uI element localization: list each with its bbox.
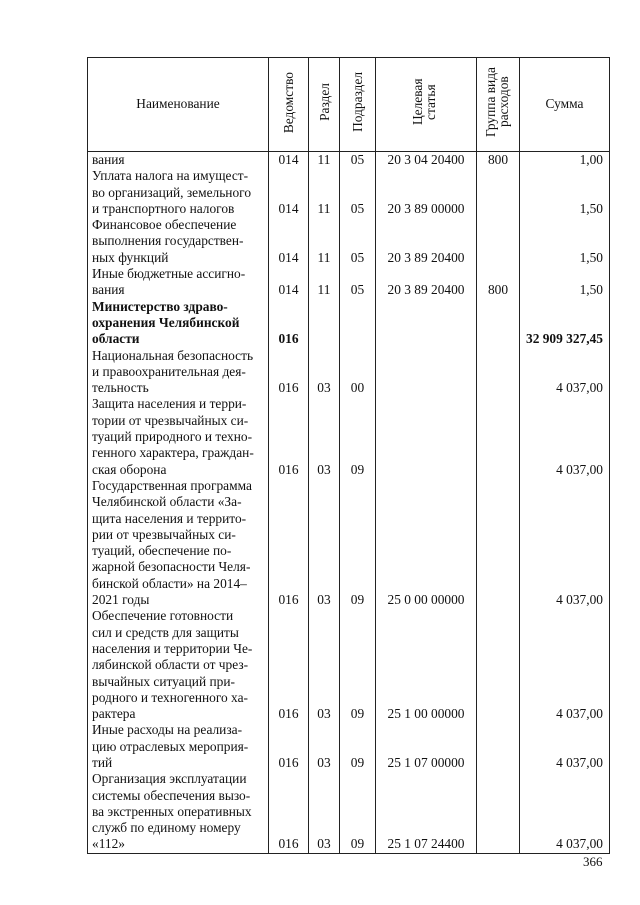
row-celevaya bbox=[376, 396, 477, 477]
row-name-line: и транспортного налогов bbox=[92, 200, 235, 216]
row-name-line: 2021 годы bbox=[92, 592, 150, 608]
table-row bbox=[88, 771, 610, 853]
row-vedomstvo: 014 bbox=[269, 266, 309, 299]
table-row bbox=[88, 299, 610, 348]
row-summa: 1,00 bbox=[520, 152, 610, 169]
row-name bbox=[88, 299, 269, 348]
row-gruppa bbox=[477, 478, 520, 608]
row-razdel: 03 bbox=[309, 722, 340, 771]
row-summa: 4 037,00 bbox=[520, 608, 610, 722]
row-name-line: туаций природного и техно- bbox=[92, 429, 253, 445]
row-gruppa: 800 bbox=[477, 152, 520, 169]
row-name-line: щита населения и террито- bbox=[92, 510, 247, 526]
row-name-line: Иные расходы на реализа- bbox=[92, 722, 243, 738]
row-name bbox=[88, 152, 269, 169]
row-name-line: области bbox=[92, 331, 140, 347]
row-celevaya: 25 1 07 24400 bbox=[376, 771, 477, 853]
header-razdel: Раздел bbox=[309, 58, 340, 152]
row-razdel: 11 bbox=[309, 168, 340, 217]
row-name bbox=[88, 266, 269, 299]
row-razdel: 03 bbox=[309, 608, 340, 722]
row-name-line: вания bbox=[92, 152, 125, 167]
row-celevaya: 25 1 00 00000 bbox=[376, 608, 477, 722]
header-name: Наименование bbox=[88, 58, 269, 152]
row-podrazdel bbox=[340, 299, 376, 348]
budget-table bbox=[87, 57, 610, 854]
row-razdel: 11 bbox=[309, 152, 340, 169]
row-name-line: населения и территории Че- bbox=[92, 640, 253, 656]
row-name-line: Челябинской области «За- bbox=[92, 494, 242, 510]
row-celevaya: 25 0 00 00000 bbox=[376, 478, 477, 608]
header-vedomstvo: Ведомство bbox=[269, 58, 309, 152]
row-name-line: жарной безопасности Челя- bbox=[92, 559, 251, 575]
table-row bbox=[88, 722, 610, 771]
header-celevaya: Целевая статья bbox=[376, 58, 477, 152]
row-name-line: тельность bbox=[92, 380, 149, 396]
table-row bbox=[88, 152, 610, 169]
row-name-line: Уплата налога на имущест- bbox=[92, 168, 249, 184]
row-summa: 4 037,00 bbox=[520, 396, 610, 477]
row-podrazdel: 09 bbox=[340, 478, 376, 608]
row-name bbox=[88, 396, 269, 477]
row-podrazdel: 09 bbox=[340, 722, 376, 771]
row-name-line: «112» bbox=[92, 836, 125, 852]
row-gruppa bbox=[477, 299, 520, 348]
table-row bbox=[88, 217, 610, 266]
row-name bbox=[88, 608, 269, 722]
table-row bbox=[88, 478, 610, 608]
row-name-line: выполнения государствен- bbox=[92, 233, 244, 249]
row-gruppa bbox=[477, 608, 520, 722]
header-podrazdel: Подраздел bbox=[340, 58, 376, 152]
row-razdel: 11 bbox=[309, 217, 340, 266]
row-podrazdel: 00 bbox=[340, 348, 376, 397]
row-razdel: 03 bbox=[309, 478, 340, 608]
row-vedomstvo: 014 bbox=[269, 168, 309, 217]
row-gruppa bbox=[477, 771, 520, 853]
row-name bbox=[88, 168, 269, 217]
table-header bbox=[88, 58, 610, 152]
row-vedomstvo: 016 bbox=[269, 348, 309, 397]
row-name bbox=[88, 348, 269, 397]
row-name-line: рактера bbox=[92, 706, 136, 722]
row-podrazdel: 09 bbox=[340, 608, 376, 722]
row-name bbox=[88, 771, 269, 853]
row-podrazdel: 09 bbox=[340, 771, 376, 853]
row-razdel bbox=[309, 299, 340, 348]
row-gruppa bbox=[477, 396, 520, 477]
row-gruppa bbox=[477, 722, 520, 771]
row-summa: 1,50 bbox=[520, 217, 610, 266]
row-podrazdel: 05 bbox=[340, 152, 376, 169]
row-razdel: 03 bbox=[309, 396, 340, 477]
row-celevaya: 25 1 07 00000 bbox=[376, 722, 477, 771]
row-name-line: тории от чрезвычайных си- bbox=[92, 412, 249, 428]
table-body bbox=[88, 152, 610, 854]
row-name-line: Государственная программа bbox=[92, 477, 252, 493]
table-row bbox=[88, 396, 610, 477]
row-vedomstvo: 016 bbox=[269, 396, 309, 477]
row-name-line: во организаций, земельного bbox=[92, 184, 252, 200]
row-podrazdel: 05 bbox=[340, 266, 376, 299]
row-celevaya: 20 3 89 20400 bbox=[376, 266, 477, 299]
row-name-line: генного характера, граждан- bbox=[92, 445, 254, 461]
row-name-line: системы обеспечения вызо- bbox=[92, 787, 251, 803]
row-vedomstvo: 014 bbox=[269, 152, 309, 169]
row-celevaya: 20 3 04 20400 bbox=[376, 152, 477, 169]
row-name-line: вания bbox=[92, 282, 125, 298]
row-name-line: ская оборона bbox=[92, 461, 167, 477]
row-summa: 4 037,00 bbox=[520, 722, 610, 771]
row-summa: 4 037,00 bbox=[520, 348, 610, 397]
row-celevaya: 20 3 89 00000 bbox=[376, 168, 477, 217]
row-celevaya bbox=[376, 348, 477, 397]
row-vedomstvo: 016 bbox=[269, 771, 309, 853]
row-name-line: родного и техногенного ха- bbox=[92, 689, 248, 705]
row-gruppa bbox=[477, 217, 520, 266]
row-summa: 4 037,00 bbox=[520, 478, 610, 608]
row-celevaya bbox=[376, 299, 477, 348]
row-name-line: Иные бюджетные ассигно- bbox=[92, 266, 246, 282]
row-name-line: туаций, обеспечение по- bbox=[92, 543, 232, 559]
row-name-line: Министерство здраво- bbox=[92, 298, 228, 314]
row-podrazdel: 09 bbox=[340, 396, 376, 477]
row-gruppa bbox=[477, 168, 520, 217]
header-summa: Сумма bbox=[520, 58, 610, 152]
header-gruppa: Группа вида расходов bbox=[477, 58, 520, 152]
table-row bbox=[88, 348, 610, 397]
row-summa: 1,50 bbox=[520, 168, 610, 217]
table-row bbox=[88, 266, 610, 299]
row-summa: 32 909 327,45 bbox=[520, 299, 610, 348]
row-name-line: бинской области» на 2014– bbox=[92, 575, 247, 591]
row-gruppa bbox=[477, 348, 520, 397]
row-podrazdel: 05 bbox=[340, 168, 376, 217]
row-name-line: Защита населения и терри- bbox=[92, 396, 247, 412]
row-name bbox=[88, 722, 269, 771]
row-vedomstvo: 016 bbox=[269, 722, 309, 771]
row-name-line: Обеспечение готовности bbox=[92, 608, 234, 624]
row-name-line: охранения Челябинской bbox=[92, 314, 240, 330]
row-summa: 4 037,00 bbox=[520, 771, 610, 853]
row-vedomstvo: 014 bbox=[269, 217, 309, 266]
row-vedomstvo: 016 bbox=[269, 608, 309, 722]
page-number: 366 bbox=[583, 854, 603, 869]
row-razdel: 03 bbox=[309, 771, 340, 853]
row-name-line: лябинской области от чрез- bbox=[92, 657, 249, 673]
row-name-line: ных функций bbox=[92, 249, 169, 265]
row-name-line: сил и средств для защиты bbox=[92, 624, 239, 640]
row-name-line: рии от чрезвычайных си- bbox=[92, 526, 236, 542]
row-name-line: вычайных ситуаций при- bbox=[92, 673, 235, 689]
row-name-line: служб по единому номеру bbox=[92, 820, 241, 836]
row-celevaya: 20 3 89 20400 bbox=[376, 217, 477, 266]
row-name-line: цию отраслевых мероприя- bbox=[92, 738, 249, 754]
row-name-line: Организация эксплуатации bbox=[92, 771, 247, 787]
row-razdel: 11 bbox=[309, 266, 340, 299]
row-name-line: Национальная безопасность bbox=[92, 347, 254, 363]
row-podrazdel: 05 bbox=[340, 217, 376, 266]
row-name-line: и правоохранительная дея- bbox=[92, 363, 246, 379]
row-gruppa: 800 bbox=[477, 266, 520, 299]
row-name-line: Финансовое обеспечение bbox=[92, 217, 237, 233]
row-summa: 1,50 bbox=[520, 266, 610, 299]
row-razdel: 03 bbox=[309, 348, 340, 397]
row-vedomstvo: 016 bbox=[269, 478, 309, 608]
row-name bbox=[88, 217, 269, 266]
row-vedomstvo: 016 bbox=[269, 299, 309, 348]
table-row bbox=[88, 168, 610, 217]
row-name-line: ва экстренных оперативных bbox=[92, 803, 252, 819]
table-row bbox=[88, 608, 610, 722]
row-name bbox=[88, 478, 269, 608]
row-name-line: тий bbox=[92, 754, 113, 770]
